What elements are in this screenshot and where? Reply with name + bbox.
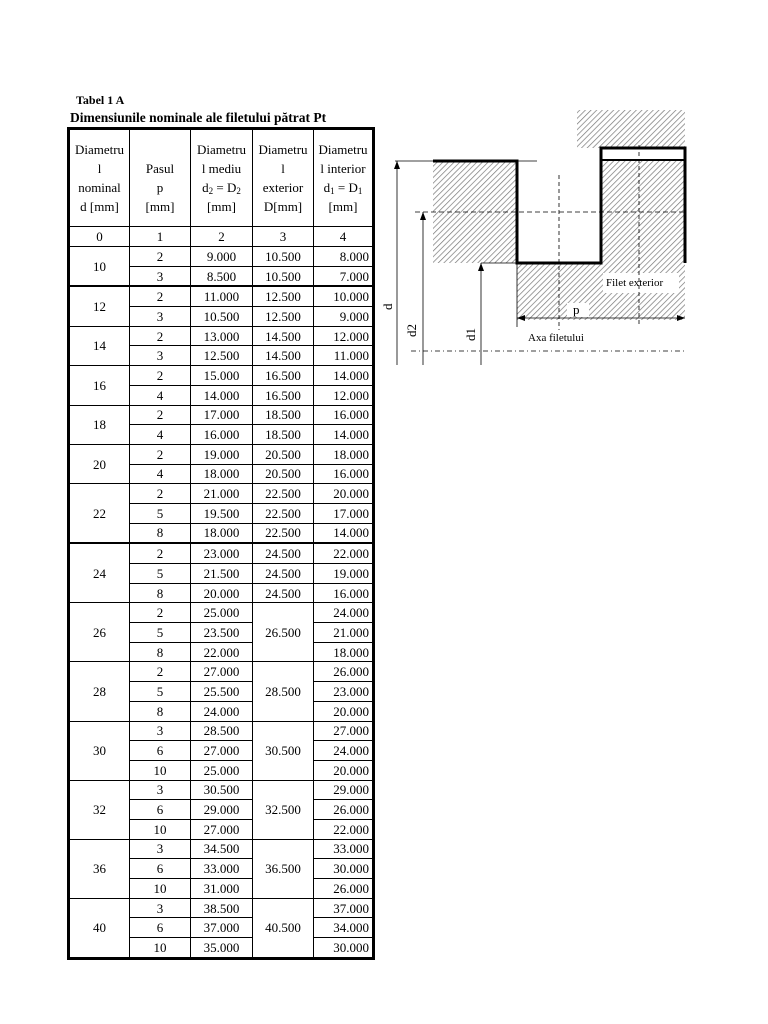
nominal-diameter-cell: 36 (69, 839, 130, 898)
table-row (69, 286, 374, 306)
pitch-cell: 2 (130, 543, 191, 563)
pitch-cell: 8 (130, 701, 191, 721)
screw-hatch-tooth (601, 160, 685, 320)
pitch-diameter-cell: 23.500 (191, 623, 253, 643)
pitch-diameter-cell: 35.000 (191, 938, 253, 959)
column-number: 2 (191, 227, 253, 247)
pitch-cell: 5 (130, 564, 191, 584)
inner-diameter-cell: 12.000 (314, 385, 374, 405)
nominal-diameter-cell: 14 (69, 326, 130, 365)
pitch-cell: 2 (130, 603, 191, 623)
pitch-diameter-cell: 20.000 (191, 583, 253, 603)
inner-diameter-cell: 19.000 (314, 564, 374, 584)
pitch-diameter-cell: 28.500 (191, 721, 253, 741)
nominal-diameter-cell: 26 (69, 603, 130, 662)
inner-diameter-cell: 33.000 (314, 839, 374, 859)
pitch-cell: 4 (130, 464, 191, 484)
table-row (69, 366, 374, 386)
pitch-diameter-cell: 34.500 (191, 839, 253, 859)
pitch-cell: 2 (130, 405, 191, 425)
pitch-cell: 3 (130, 266, 191, 286)
pitch-cell: 5 (130, 623, 191, 643)
nominal-diameter-cell: 12 (69, 286, 130, 326)
nominal-diameter-cell: 40 (69, 898, 130, 958)
header-outer-diameter: Diametru l exterior D[mm] (253, 129, 314, 227)
pitch-diameter-cell: 11.000 (191, 286, 253, 306)
column-number-row (69, 227, 374, 247)
nominal-diameter-cell: 20 (69, 444, 130, 483)
pitch-diameter-cell: 12.500 (191, 346, 253, 366)
pitch-diameter-cell: 29.000 (191, 800, 253, 820)
table-row (69, 444, 374, 464)
thread-dimensions-table (67, 127, 375, 960)
outer-diameter-cell: 26.500 (253, 603, 314, 662)
nut-hatch-top (577, 110, 685, 148)
pitch-diameter-cell: 27.000 (191, 662, 253, 682)
nominal-diameter-cell: 16 (69, 366, 130, 405)
pitch-cell: 3 (130, 721, 191, 741)
pitch-diameter-cell: 19.500 (191, 503, 253, 523)
pitch-diameter-cell: 17.000 (191, 405, 253, 425)
inner-diameter-cell: 16.000 (314, 583, 374, 603)
label-axa-filetului: Axa filetului (528, 332, 584, 344)
inner-diameter-cell: 8.000 (314, 247, 374, 267)
inner-diameter-cell: 22.000 (314, 543, 374, 563)
pitch-diameter-cell: 19.000 (191, 444, 253, 464)
inner-diameter-cell: 7.000 (314, 266, 374, 286)
inner-diameter-cell: 16.000 (314, 405, 374, 425)
nominal-diameter-cell: 22 (69, 484, 130, 544)
outer-diameter-cell: 12.500 (253, 286, 314, 306)
inner-diameter-cell: 26.000 (314, 879, 374, 899)
outer-diameter-cell: 22.500 (253, 503, 314, 523)
table-row (69, 898, 374, 918)
inner-diameter-cell: 14.000 (314, 523, 374, 543)
pitch-cell: 10 (130, 879, 191, 899)
label-d1: d1 (463, 328, 478, 341)
pitch-cell: 5 (130, 682, 191, 702)
outer-diameter-cell: 22.500 (253, 523, 314, 543)
pitch-cell: 8 (130, 583, 191, 603)
nominal-diameter-cell: 24 (69, 543, 130, 603)
pitch-cell: 3 (130, 307, 191, 327)
table-row (69, 543, 374, 563)
outer-diameter-cell: 40.500 (253, 898, 314, 958)
outer-diameter-cell: 12.500 (253, 307, 314, 327)
label-p: p (573, 302, 580, 317)
pitch-cell: 2 (130, 286, 191, 306)
outer-diameter-cell: 18.500 (253, 405, 314, 425)
pitch-diameter-cell: 38.500 (191, 898, 253, 918)
pitch-cell: 2 (130, 366, 191, 386)
nominal-diameter-cell: 10 (69, 247, 130, 287)
pitch-diameter-cell: 16.000 (191, 425, 253, 445)
table-title: Dimensiunile nominale ale filetului pătrat Pt (70, 110, 327, 125)
inner-diameter-cell: 30.000 (314, 938, 374, 959)
outer-diameter-cell: 24.500 (253, 583, 314, 603)
table-body (69, 247, 374, 959)
pitch-diameter-cell: 22.000 (191, 642, 253, 662)
pitch-diameter-cell: 10.500 (191, 307, 253, 327)
header-row (69, 129, 374, 227)
inner-diameter-cell: 20.000 (314, 701, 374, 721)
inner-diameter-cell: 20.000 (314, 760, 374, 780)
outer-diameter-cell: 14.500 (253, 346, 314, 366)
pitch-cell: 6 (130, 800, 191, 820)
table-row (69, 662, 374, 682)
pitch-diameter-cell: 25.000 (191, 603, 253, 623)
pitch-diameter-cell: 15.000 (191, 366, 253, 386)
outer-diameter-cell: 28.500 (253, 662, 314, 721)
inner-diameter-cell: 24.000 (314, 741, 374, 761)
pitch-cell: 3 (130, 780, 191, 800)
pitch-cell: 10 (130, 938, 191, 959)
header-pitch: Pasul p [mm] (130, 129, 191, 227)
outer-diameter-cell: 30.500 (253, 721, 314, 780)
pitch-cell: 3 (130, 346, 191, 366)
nominal-diameter-cell: 18 (69, 405, 130, 444)
inner-diameter-cell: 10.000 (314, 286, 374, 306)
pitch-diameter-cell: 9.000 (191, 247, 253, 267)
pitch-cell: 6 (130, 918, 191, 938)
column-number: 4 (314, 227, 374, 247)
pitch-cell: 4 (130, 425, 191, 445)
table-row (69, 484, 374, 504)
label-filet-exterior: Filet exterior (606, 277, 664, 289)
inner-diameter-cell: 14.000 (314, 366, 374, 386)
pitch-cell: 5 (130, 503, 191, 523)
outer-diameter-cell: 18.500 (253, 425, 314, 445)
pitch-diameter-cell: 21.500 (191, 564, 253, 584)
inner-diameter-cell: 23.000 (314, 682, 374, 702)
column-number: 3 (253, 227, 314, 247)
outer-diameter-cell: 16.500 (253, 385, 314, 405)
pitch-cell: 10 (130, 760, 191, 780)
inner-diameter-cell: 9.000 (314, 307, 374, 327)
square-thread-diagram (375, 105, 695, 375)
pitch-cell: 2 (130, 662, 191, 682)
label-d: d (380, 303, 395, 310)
pitch-diameter-cell: 18.000 (191, 464, 253, 484)
pitch-cell: 4 (130, 385, 191, 405)
pitch-cell: 2 (130, 247, 191, 267)
outer-diameter-cell: 24.500 (253, 564, 314, 584)
pitch-diameter-cell: 24.000 (191, 701, 253, 721)
outer-diameter-cell: 22.500 (253, 484, 314, 504)
pitch-diameter-cell: 13.000 (191, 326, 253, 346)
table-row (69, 247, 374, 267)
inner-diameter-cell: 27.000 (314, 721, 374, 741)
inner-diameter-cell: 18.000 (314, 444, 374, 464)
inner-diameter-cell: 24.000 (314, 603, 374, 623)
table-row (69, 603, 374, 623)
pitch-diameter-cell: 30.500 (191, 780, 253, 800)
nominal-diameter-cell: 30 (69, 721, 130, 780)
pitch-diameter-cell: 8.500 (191, 266, 253, 286)
inner-diameter-cell: 30.000 (314, 859, 374, 879)
pitch-cell: 6 (130, 741, 191, 761)
pitch-cell: 10 (130, 819, 191, 839)
pitch-diameter-cell: 21.000 (191, 484, 253, 504)
inner-diameter-cell: 16.000 (314, 464, 374, 484)
inner-diameter-cell: 26.000 (314, 662, 374, 682)
inner-diameter-cell: 14.000 (314, 425, 374, 445)
inner-diameter-cell: 37.000 (314, 898, 374, 918)
pitch-cell: 8 (130, 642, 191, 662)
inner-diameter-cell: 11.000 (314, 346, 374, 366)
inner-diameter-cell: 22.000 (314, 819, 374, 839)
outer-diameter-cell: 14.500 (253, 326, 314, 346)
inner-diameter-cell: 20.000 (314, 484, 374, 504)
inner-diameter-cell: 17.000 (314, 503, 374, 523)
pitch-cell: 8 (130, 523, 191, 543)
pitch-cell: 2 (130, 326, 191, 346)
outer-diameter-cell: 36.500 (253, 839, 314, 898)
pitch-cell: 3 (130, 839, 191, 859)
pitch-diameter-cell: 37.000 (191, 918, 253, 938)
pitch-diameter-cell: 27.000 (191, 819, 253, 839)
outer-diameter-cell: 32.500 (253, 780, 314, 839)
pitch-diameter-cell: 27.000 (191, 741, 253, 761)
nominal-diameter-cell: 32 (69, 780, 130, 839)
inner-diameter-cell: 26.000 (314, 800, 374, 820)
inner-diameter-cell: 29.000 (314, 780, 374, 800)
pitch-diameter-cell: 14.000 (191, 385, 253, 405)
pitch-diameter-cell: 25.500 (191, 682, 253, 702)
label-d2: d2 (404, 324, 419, 337)
inner-diameter-cell: 12.000 (314, 326, 374, 346)
column-number: 0 (69, 227, 130, 247)
pitch-diameter-cell: 31.000 (191, 879, 253, 899)
outer-diameter-cell: 24.500 (253, 543, 314, 563)
outer-diameter-cell: 16.500 (253, 366, 314, 386)
pitch-diameter-cell: 33.000 (191, 859, 253, 879)
header-pitch-diameter: Diametru l mediu $d_2 = D_2$ [mm] (191, 129, 253, 227)
pitch-diameter-cell: 18.000 (191, 523, 253, 543)
pitch-diameter-cell: 23.000 (191, 543, 253, 563)
table-row (69, 780, 374, 800)
table-label: Tabel 1 A (76, 93, 125, 107)
header-nominal-diameter: Diametru l nominal d [mm] (69, 129, 130, 227)
outer-diameter-cell: 10.500 (253, 266, 314, 286)
pitch-cell: 2 (130, 484, 191, 504)
pitch-cell: 2 (130, 444, 191, 464)
inner-diameter-cell: 34.000 (314, 918, 374, 938)
header-inner-diameter: Diametru l interior $d_1 = D_1$ [mm] (314, 129, 374, 227)
column-number: 1 (130, 227, 191, 247)
inner-diameter-cell: 21.000 (314, 623, 374, 643)
outer-diameter-cell: 20.500 (253, 464, 314, 484)
pitch-diameter-cell: 25.000 (191, 760, 253, 780)
table-row (69, 326, 374, 346)
inner-diameter-cell: 18.000 (314, 642, 374, 662)
pitch-cell: 3 (130, 898, 191, 918)
table-row (69, 405, 374, 425)
table-row (69, 839, 374, 859)
table-row (69, 721, 374, 741)
outer-diameter-cell: 20.500 (253, 444, 314, 464)
outer-diameter-cell: 10.500 (253, 247, 314, 267)
pitch-cell: 6 (130, 859, 191, 879)
nominal-diameter-cell: 28 (69, 662, 130, 721)
